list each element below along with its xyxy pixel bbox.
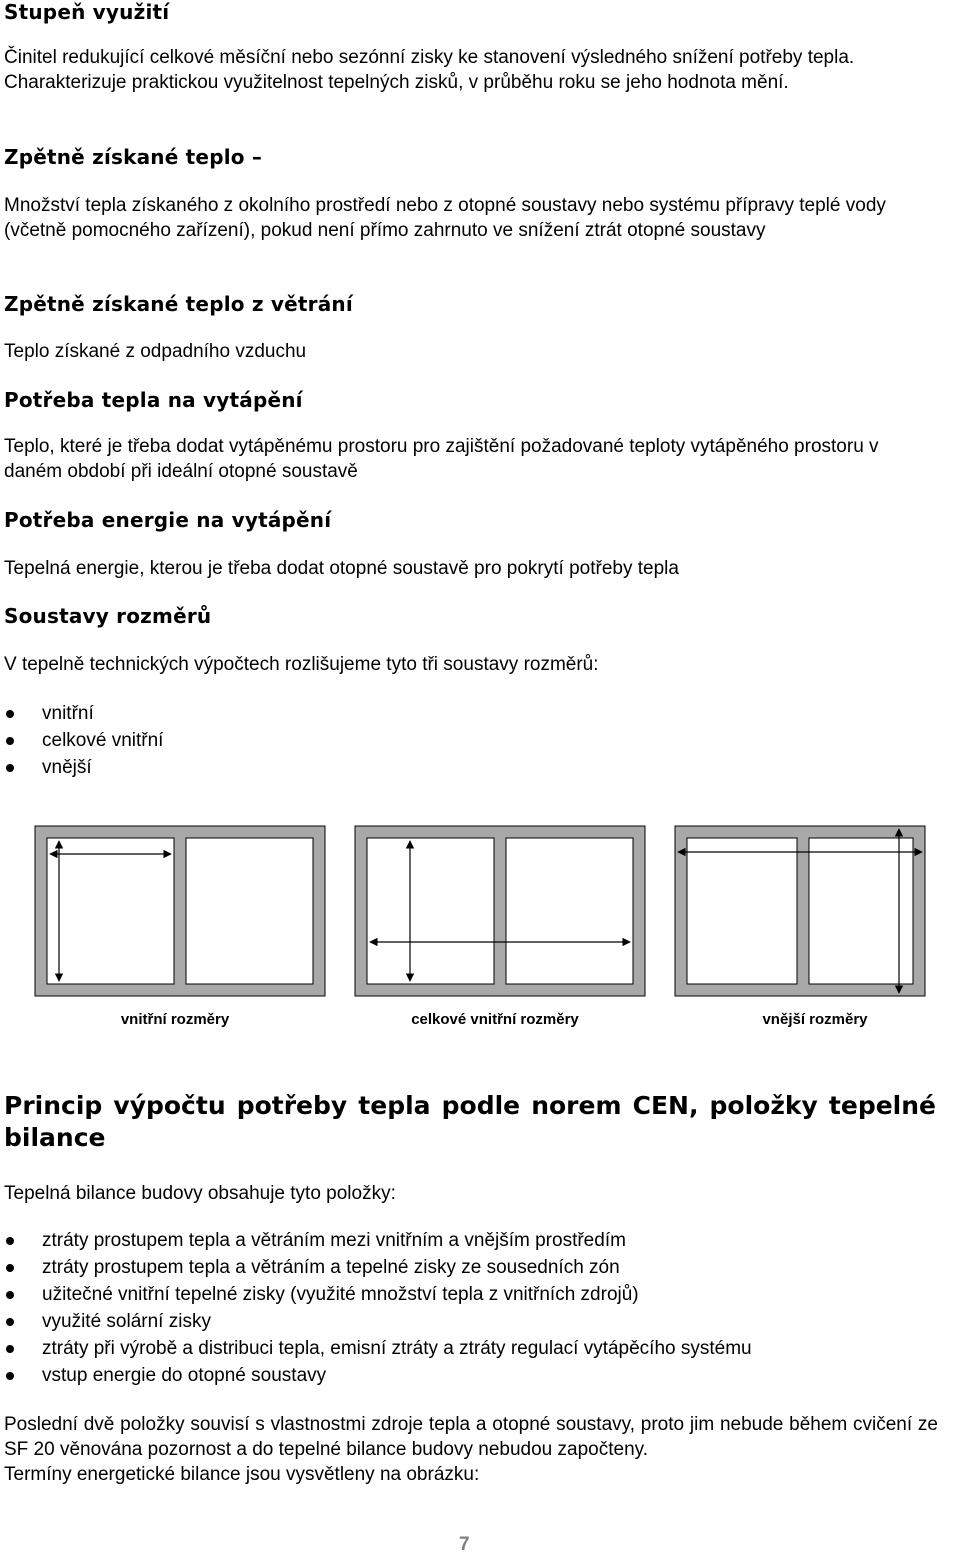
heading-zpetne-teplo-vetrani: Zpětně získané teplo z větrání	[4, 292, 353, 316]
bullet-icon	[6, 1345, 14, 1353]
heading-soustavy-rozmeru: Soustavy rozměrů	[4, 604, 212, 628]
bullet-icon	[6, 1372, 14, 1380]
bullet-icon	[6, 737, 14, 745]
bullet-icon	[6, 1264, 14, 1272]
list-item: celkové vnitřní	[0, 727, 940, 754]
list-item: užitečné vnitřní tepelné zisky (využité množství tepla z vnitřních zdrojů)	[0, 1281, 940, 1308]
bullet-icon	[6, 1291, 14, 1299]
list-item: vstup energie do otopné soustavy	[0, 1362, 940, 1389]
list-item: ztráty prostupem tepla a větráním a tepelné zisky ze sousedních zón	[0, 1254, 940, 1281]
room-left	[47, 838, 174, 984]
principle-heading: Princip výpočtu potřeby tepla podle norem CEN, položky tepelné bilance	[4, 1091, 936, 1152]
panel-overall-inner-dimensions	[355, 826, 645, 996]
list-item: vnější	[0, 754, 940, 781]
panel-inner-dimensions	[35, 826, 325, 996]
paragraph-zpetne-teplo-vetrani: Teplo získané z odpadního vzduchu	[4, 341, 307, 362]
heat-balance-list	[0, 1227, 940, 1389]
heading-stupen-vyuziti: Stupeň využití	[4, 0, 170, 24]
room-right	[809, 838, 913, 984]
dimension-systems-figure	[30, 822, 930, 1042]
list-item: ztráty prostupem tepla a větráním mezi vnitřním a vnějším prostředím	[0, 1227, 940, 1254]
room-left	[367, 838, 494, 984]
paragraph-stupen-vyuziti: Činitel redukující celkové měsíční nebo sezónní zisky ke stanovení výsledného snížení potřeby tepla. Charakterizuje praktickou využitelnost tepelných zisků, v průběhu roku se jeho hodnota mění.	[4, 47, 855, 93]
room-right	[506, 838, 633, 984]
list-item: ztráty při výrobě a distribuci tepla, emisní ztráty a ztráty regulací vytápěcího systému	[0, 1335, 940, 1362]
page-number: 7	[459, 1534, 470, 1555]
panel-outer-dimensions	[635, 826, 925, 996]
paragraph-zpetne-ziskane-teplo: Množství tepla získaného z okolního prostředí nebo z otopné soustavy nebo systému přípravy teplé vody (včetně pomocného zařízení), pokud není přímo zahrnuto ve snížení ztrát otopné soustavy	[4, 195, 886, 241]
heading-potreba-energie: Potřeba energie na vytápění	[4, 508, 332, 532]
heading-zpetne-ziskane-teplo: Zpětně získané teplo –	[4, 145, 263, 169]
bullet-icon	[6, 1318, 14, 1326]
room-right	[186, 838, 313, 984]
room-left	[687, 838, 797, 984]
paragraph-potreba-energie: Tepelná energie, kterou je třeba dodat otopné soustavě pro pokrytí potřeby tepla	[4, 558, 679, 579]
paragraph-soustavy-rozmeru: V tepelně technických výpočtech rozlišujeme tyto tři soustavy rozměrů:	[4, 654, 599, 675]
dimension-systems-list	[0, 700, 940, 781]
list-item: využité solární zisky	[0, 1308, 940, 1335]
principle-closing: Poslední dvě položky souvisí s vlastnostmi zdroje tepla a otopné soustavy, proto jim nebude během cvičení ze SF 20 věnována pozornost a do tepelné bilance budovy nebudou započteny.	[4, 1414, 938, 1460]
bullet-icon	[6, 764, 14, 772]
principle-intro: Tepelná bilance budovy obsahuje tyto položky:	[4, 1183, 396, 1204]
paragraph-potreba-tepla: Teplo, které je třeba dodat vytápěnému prostoru pro zajištění požadované teploty vytápěného prostoru v daném období při ideální otopné soustavě	[4, 436, 879, 482]
bullet-icon	[6, 1237, 14, 1245]
principle-closing-2: Termíny energetické bilance jsou vysvětleny na obrázku:	[4, 1464, 480, 1485]
caption-outer: vnější rozměry	[762, 1011, 868, 1028]
caption-overall-inner: celkové vnitřní rozměry	[411, 1011, 579, 1028]
heading-potreba-tepla: Potřeba tepla na vytápění	[4, 388, 303, 412]
list-item: vnitřní	[0, 700, 940, 727]
bullet-icon	[6, 710, 14, 718]
caption-inner: vnitřní rozměry	[120, 1011, 230, 1028]
